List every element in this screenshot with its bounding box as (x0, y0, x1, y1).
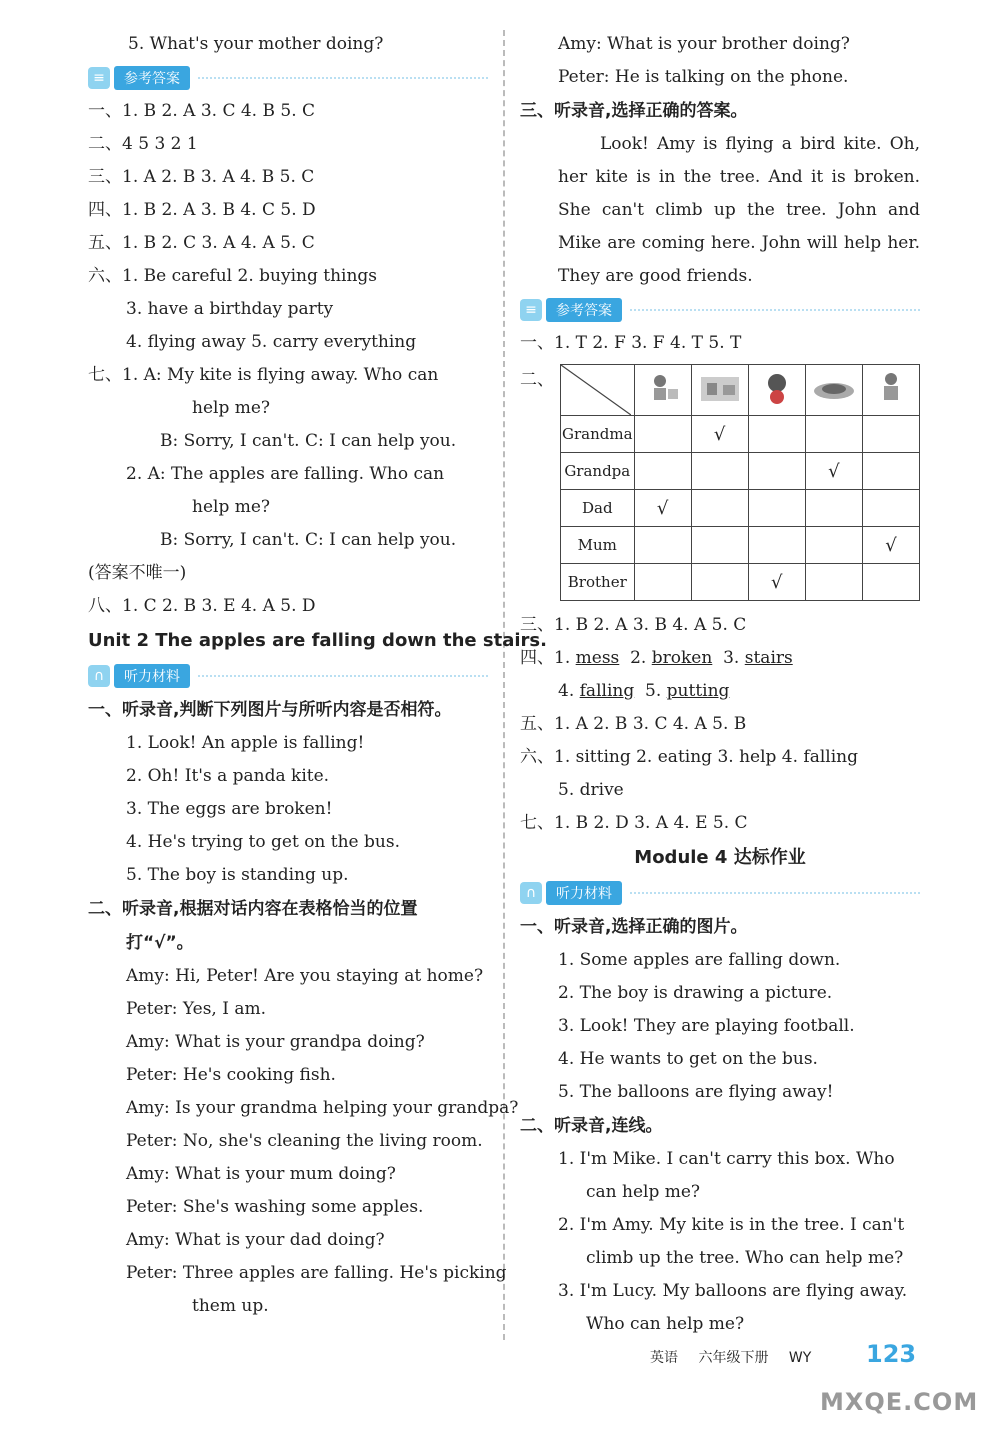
diagonal-header-cell (561, 365, 635, 416)
answer-line: 八、1. C 2. B 3. E 4. A 5. D (88, 596, 316, 616)
answer-line: 4. flying away 5. carry everything (126, 332, 417, 352)
question-title-cont: 打“√”。 (126, 933, 194, 953)
answer-note: (答案不唯一) (88, 563, 187, 583)
answer-line: 七、1. B 2. D 3. A 4. E 5. C (520, 813, 748, 833)
picture-cell (634, 365, 691, 416)
dialog-line: Amy: Is your grandma helping your grandpa? (126, 1098, 519, 1118)
table-cell (691, 453, 748, 490)
picture-cell (862, 365, 919, 416)
column-divider (503, 30, 505, 1340)
answer-line (520, 675, 920, 708)
listen-badge-row (88, 659, 488, 693)
headphones-icon: ∩ (88, 665, 110, 687)
table-cell (691, 527, 748, 564)
fish-picture-icon (811, 369, 857, 407)
table-row (561, 527, 920, 564)
table-cell (634, 527, 691, 564)
answer-fragment: 2. (630, 648, 647, 668)
answer-label: 二、 (520, 370, 554, 390)
check-mark: √ (713, 423, 726, 445)
question-line: 5. The boy is standing up. (126, 865, 349, 885)
badge-rule (198, 77, 488, 79)
answer-word: putting (666, 681, 730, 701)
question-line: can help me? (586, 1182, 701, 1202)
check-mark: √ (771, 571, 783, 593)
answer-line: help me? (192, 497, 271, 517)
dialog-line: Peter: No, she's cleaning the living room. (126, 1131, 483, 1151)
question-line: 3. The eggs are broken! (126, 799, 333, 819)
question-line: 4. He's trying to get on the bus. (126, 832, 400, 852)
headphones-icon: ∩ (520, 882, 542, 904)
answer-badge-row (520, 293, 920, 327)
table-header-row (561, 365, 920, 416)
picture-cell (805, 365, 862, 416)
table-cell (862, 416, 919, 453)
table-cell (691, 564, 748, 601)
question-line: 2. I'm Amy. My kite is in the tree. I can't (558, 1215, 905, 1235)
question-line: 5. What's your mother doing? (128, 34, 384, 54)
dialog-line: Peter: Three apples are falling. He's picking (126, 1263, 507, 1283)
answer-line: 3. have a birthday party (126, 299, 334, 319)
listen-badge: 听力材料 (546, 881, 622, 905)
check-mark: √ (885, 534, 897, 556)
table-cell (805, 453, 862, 490)
table-cell (748, 416, 805, 453)
table-cell (805, 490, 862, 527)
answer-word: mess (575, 648, 620, 668)
answer-line: 六、1. sitting 2. eating 3. help 4. falling (520, 747, 858, 767)
row-label: Mum (561, 527, 635, 564)
answer-word: falling (579, 681, 635, 701)
dialog-line: Amy: What is your grandpa doing? (126, 1032, 425, 1052)
unit-title: Unit 2 The apples are falling down the stairs. (88, 630, 547, 651)
question-line: 1. Look! An apple is falling! (126, 733, 365, 753)
question-title: 三、听录音,选择正确的答案。 (520, 101, 748, 121)
passage: Look! Amy is flying a bird kite. Oh, her kite is in the tree. And it is broken. She can't climb up the tree. John and Mike are coming here. John will help her. They are good friends. (558, 134, 920, 286)
page-footer (650, 1347, 827, 1367)
table-cell (748, 564, 805, 601)
dialog-line: Amy: What is your brother doing? (558, 34, 850, 54)
answer-table (560, 364, 920, 601)
picture-cell (748, 365, 805, 416)
answer-line: 三、1. B 2. A 3. B 4. A 5. C (520, 615, 747, 635)
person-apples-picture-icon (754, 369, 800, 407)
answer-word: stairs (744, 648, 793, 668)
table-cell (634, 564, 691, 601)
table-cell (634, 453, 691, 490)
answer-line: 四、1. B 2. A 3. B 4. C 5. D (88, 200, 316, 220)
row-label: Grandma (561, 416, 635, 453)
answer-line: 三、1. A 2. B 3. A 4. B 5. C (88, 167, 315, 187)
badge-rule (198, 675, 488, 677)
table-cell (862, 527, 919, 564)
listen-badge-row (520, 876, 920, 910)
answer-fragment: 4. (558, 681, 575, 701)
boy-phone-picture-icon (640, 369, 686, 407)
answer-fragment: 5. (645, 681, 662, 701)
module-title: Module 4 达标作业 (634, 847, 806, 868)
answer-line: B: Sorry, I can't. C: I can help you. (160, 431, 457, 451)
answer-line: 一、1. B 2. A 3. C 4. B 5. C (88, 101, 316, 121)
answer-line: 六、1. Be careful 2. buying things (88, 266, 378, 286)
row-label: Dad (561, 490, 635, 527)
answer-word: broken (651, 648, 713, 668)
dialog-line: Amy: What is your dad doing? (126, 1230, 385, 1250)
question-line: 3. Look! They are playing football. (558, 1016, 855, 1036)
row-label: Grandpa (561, 453, 635, 490)
dialog-line: Peter: Yes, I am. (126, 999, 267, 1019)
dialog-line: Peter: He is talking on the phone. (558, 67, 849, 87)
table-cell (691, 490, 748, 527)
answer-fragment: 3. (723, 648, 740, 668)
answer-line: help me? (192, 398, 271, 418)
footer-grade: 六年级下册 (698, 1350, 769, 1366)
answer-badge-row (88, 61, 488, 95)
living-room-picture-icon (697, 369, 743, 407)
table-row (561, 564, 920, 601)
right-column (520, 28, 920, 1341)
dialog-line: Peter: She's washing some apples. (126, 1197, 424, 1217)
badge-rule (630, 309, 920, 311)
listen-badge: 听力材料 (114, 664, 190, 688)
table-cell (634, 416, 691, 453)
dialog-line: Peter: He's cooking fish. (126, 1065, 336, 1085)
table-cell (805, 527, 862, 564)
table-cell (862, 564, 919, 601)
badge-rule (630, 892, 920, 894)
answer-badge: 参考答案 (546, 298, 622, 322)
dialog-line: Amy: What is your mum doing? (126, 1164, 396, 1184)
question-title: 二、听录音,根据对话内容在表格恰当的位置 (88, 899, 418, 919)
answer-line: 七、1. A: My kite is flying away. Who can (88, 365, 439, 385)
question-line: Who can help me? (586, 1314, 745, 1334)
table-cell (805, 564, 862, 601)
table-cell (634, 490, 691, 527)
answer-line (520, 642, 920, 675)
question-line: 4. He wants to get on the bus. (558, 1049, 818, 1069)
table-cell (748, 490, 805, 527)
man-cooking-picture-icon (868, 369, 914, 407)
answer-line: 5. drive (558, 780, 624, 800)
footer-subject: 英语 (650, 1350, 678, 1366)
table-row (561, 453, 920, 490)
question-title: 二、听录音,连线。 (520, 1116, 663, 1136)
table-cell (748, 527, 805, 564)
page-number: 123 (866, 1340, 917, 1368)
check-mark: √ (828, 460, 840, 482)
table-answer (520, 364, 920, 601)
answer-badge: 参考答案 (114, 66, 190, 90)
answer-line: 五、1. B 2. C 3. A 4. A 5. C (88, 233, 315, 253)
row-label: Brother (561, 564, 635, 601)
left-column (88, 28, 547, 1323)
question-line: 1. I'm Mike. I can't carry this box. Who (558, 1149, 895, 1169)
check-mark: √ (656, 497, 669, 519)
table-cell (862, 453, 919, 490)
dialog-line: them up. (192, 1296, 269, 1316)
answer-line: 五、1. A 2. B 3. C 4. A 5. B (520, 714, 747, 734)
question-line: 3. I'm Lucy. My balloons are flying away. (558, 1281, 908, 1301)
question-line: 5. The balloons are flying away! (558, 1082, 834, 1102)
table-cell (862, 490, 919, 527)
table-row (561, 490, 920, 527)
dialog-line: Amy: Hi, Peter! Are you staying at home? (126, 966, 484, 986)
watermark-logo: MXQE.COM (820, 1388, 979, 1416)
answer-fragment: 四、1. (520, 648, 571, 668)
answer-line: B: Sorry, I can't. C: I can help you. (160, 530, 457, 550)
question-line: 1. Some apples are falling down. (558, 950, 841, 970)
question-line: climb up the tree. Who can help me? (586, 1248, 904, 1268)
footer-edition: WY (788, 1350, 812, 1366)
answer-icon: ≡ (88, 67, 110, 89)
question-line: 2. The boy is drawing a picture. (558, 983, 833, 1003)
question-title: 一、听录音,判断下列图片与所听内容是否相符。 (88, 700, 452, 720)
table-cell (748, 453, 805, 490)
question-line: 2. Oh! It's a panda kite. (126, 766, 330, 786)
table-cell (805, 416, 862, 453)
table-cell (691, 416, 748, 453)
table-row (561, 416, 920, 453)
answer-line: 二、4 5 3 2 1 (88, 134, 198, 154)
question-title: 一、听录音,选择正确的图片。 (520, 917, 748, 937)
answer-icon: ≡ (520, 299, 542, 321)
answer-line: 2. A: The apples are falling. Who can (126, 464, 445, 484)
answer-line: 一、1. T 2. F 3. F 4. T 5. T (520, 333, 742, 353)
picture-cell (691, 365, 748, 416)
